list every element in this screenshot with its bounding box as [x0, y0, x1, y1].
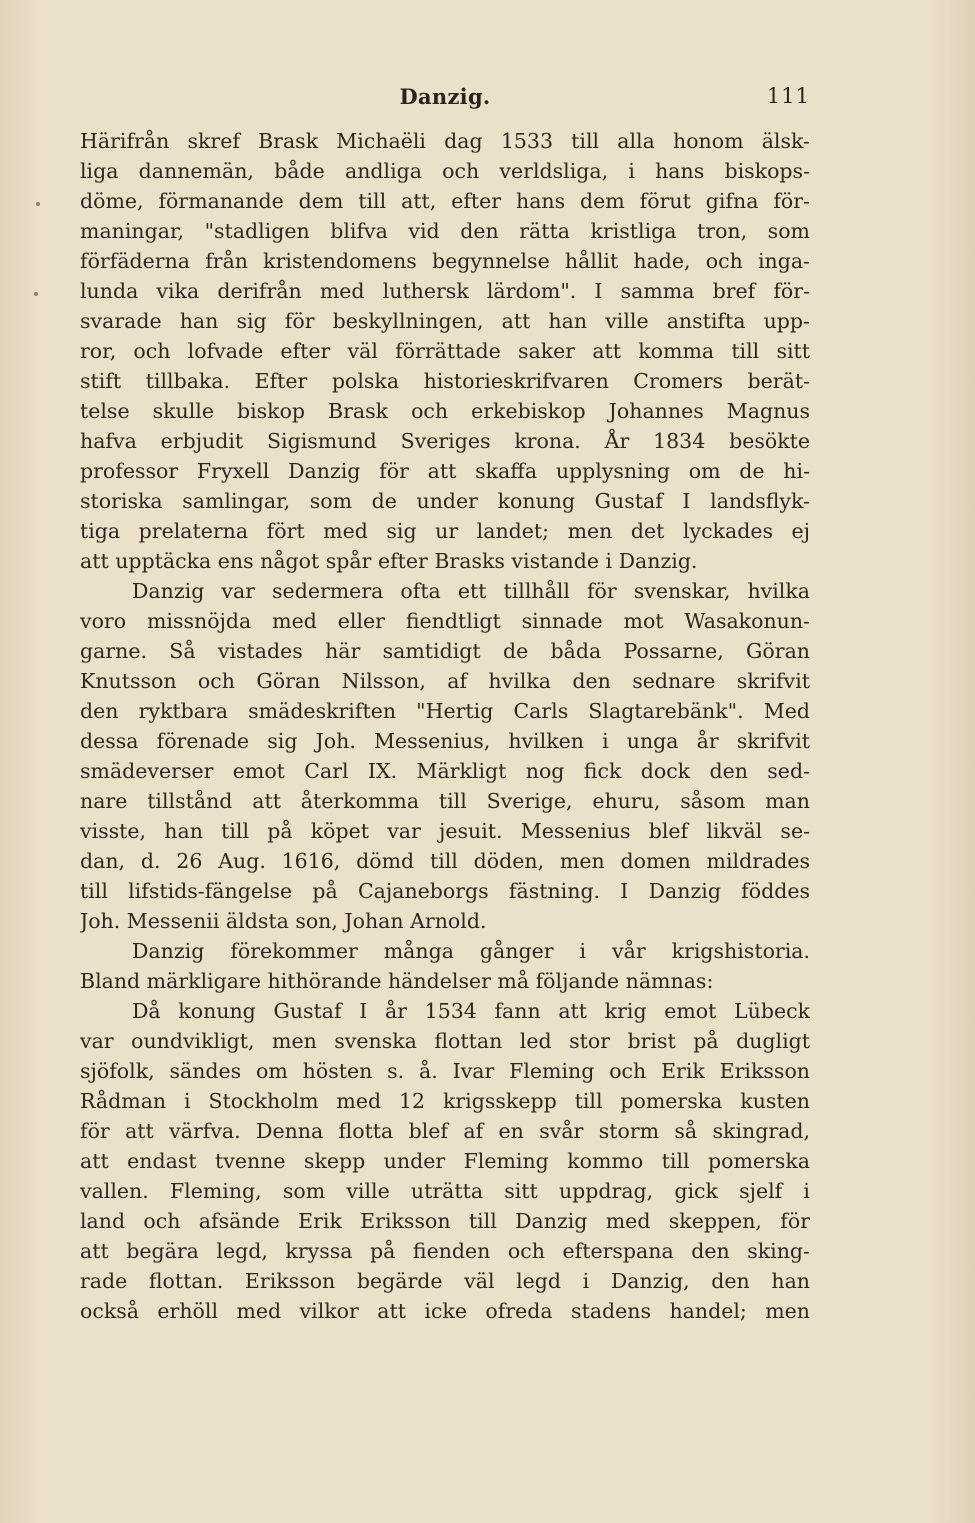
text-line: svarade han sig för beskyllningen, att han ville anstifta upp-: [80, 309, 810, 333]
margin-speck: [36, 202, 40, 206]
text-line: stift tillbaka. Efter polska historieskrifvaren Cromers berät-: [80, 369, 810, 393]
text-line: storiska samlingar, som de under konung Gustaf I landsflyk-: [80, 489, 810, 513]
text-line: Knutsson och Göran Nilsson, af hvilka den sednare skrifvit: [80, 669, 810, 693]
text-line: professor Fryxell Danzig för att skaffa upplysning om de hi-: [80, 459, 810, 483]
text-line: hafva erbjudit Sigismund Sveriges krona. År 1834 besökte: [80, 429, 810, 453]
text-line: liga dannemän, både andliga och verldsliga, i hans biskops-: [80, 159, 810, 183]
text-line: döme, förmanande dem till att, efter hans dem förut gifna för-: [80, 189, 810, 213]
text-line: Härifrån skref Brask Michaëli dag 1533 till alla honom älsk-: [80, 129, 810, 153]
body-text: [80, 126, 810, 1326]
running-title: Danzig.: [399, 84, 491, 109]
text-line: var oundvikligt, men svenska flottan led stor brist på dugligt: [80, 1029, 810, 1053]
page-number: 111: [766, 84, 810, 108]
text-line: att endast tvenne skepp under Fleming kommo till pomerska: [80, 1149, 810, 1173]
text-line: garne. Så vistades här samtidigt de båda Possarne, Göran: [80, 639, 810, 663]
text-line: ror, och lofvade efter väl förrättade saker att komma till sitt: [80, 339, 810, 363]
text-line: sjöfolk, sändes om hösten s. å. Ivar Fleming och Erik Eriksson: [80, 1059, 810, 1083]
text-line: Då konung Gustaf I år 1534 fann att krig emot Lübeck: [132, 999, 810, 1023]
text-line: dan, d. 26 Aug. 1616, dömd till döden, men domen mildrades: [80, 849, 810, 873]
text-line: att upptäcka ens något spår efter Brasks vistande i Danzig.: [80, 549, 698, 573]
text-line: nare tillstånd att återkomma till Sverige, ehuru, såsom man: [80, 789, 810, 813]
text-line: att begära legd, kryssa på fienden och efterspana den sking-: [80, 1239, 810, 1263]
text-line: till lifstids-fängelse på Cajaneborgs fästning. I Danzig föddes: [80, 879, 810, 903]
text-line: för att värfva. Denna flotta blef af en svår storm så skingrad,: [80, 1119, 810, 1143]
text-line: förfäderna från kristendomens begynnelse hållit hade, och inga-: [80, 249, 810, 273]
text-line: rade flottan. Eriksson begärde väl legd i Danzig, den han: [80, 1269, 810, 1293]
text-line: den ryktbara smädeskriften "Hertig Carls Slagtarebänk". Med: [80, 699, 810, 723]
text-line: Rådman i Stockholm med 12 krigsskepp till pomerska kusten: [80, 1089, 810, 1113]
text-line: land och afsände Erik Eriksson till Danzig med skeppen, för: [80, 1209, 810, 1233]
margin-speck: [34, 292, 38, 296]
text-line: vallen. Fleming, som ville uträtta sitt uppdrag, gick sjelf i: [80, 1179, 810, 1203]
text-line: Joh. Messenii äldsta son, Johan Arnold.: [80, 909, 487, 933]
page-header: [80, 84, 810, 116]
text-line: Danzig var sedermera ofta ett tillhåll för svenskar, hvilka: [132, 579, 810, 603]
text-line: dessa förenade sig Joh. Messenius, hvilken i unga år skrifvit: [80, 729, 810, 753]
text-line: tiga prelaterna fört med sig ur landet; men det lyckades ej: [80, 519, 810, 543]
text-line: maningar, "stadligen blifva vid den rätta kristliga tron, som: [80, 219, 810, 243]
text-line: också erhöll med vilkor att icke ofreda stadens handel; men: [80, 1299, 810, 1323]
text-line: voro missnöjda med eller fiendtligt sinnade mot Wasakonun-: [80, 609, 810, 633]
text-line: smädeverser emot Carl IX. Märkligt nog fick dock den sed-: [80, 759, 810, 783]
text-line: lunda vika derifrån med luthersk lärdom". I samma bref för-: [80, 279, 810, 303]
text-line: Danzig förekommer många gånger i vår krigshistoria.: [132, 939, 810, 963]
text-line: telse skulle biskop Brask och erkebiskop Johannes Magnus: [80, 399, 810, 423]
text-line: visste, han till på köpet var jesuit. Messenius blef likväl se-: [80, 819, 810, 843]
text-line: Bland märkligare hithörande händelser må följande nämnas:: [80, 969, 714, 993]
